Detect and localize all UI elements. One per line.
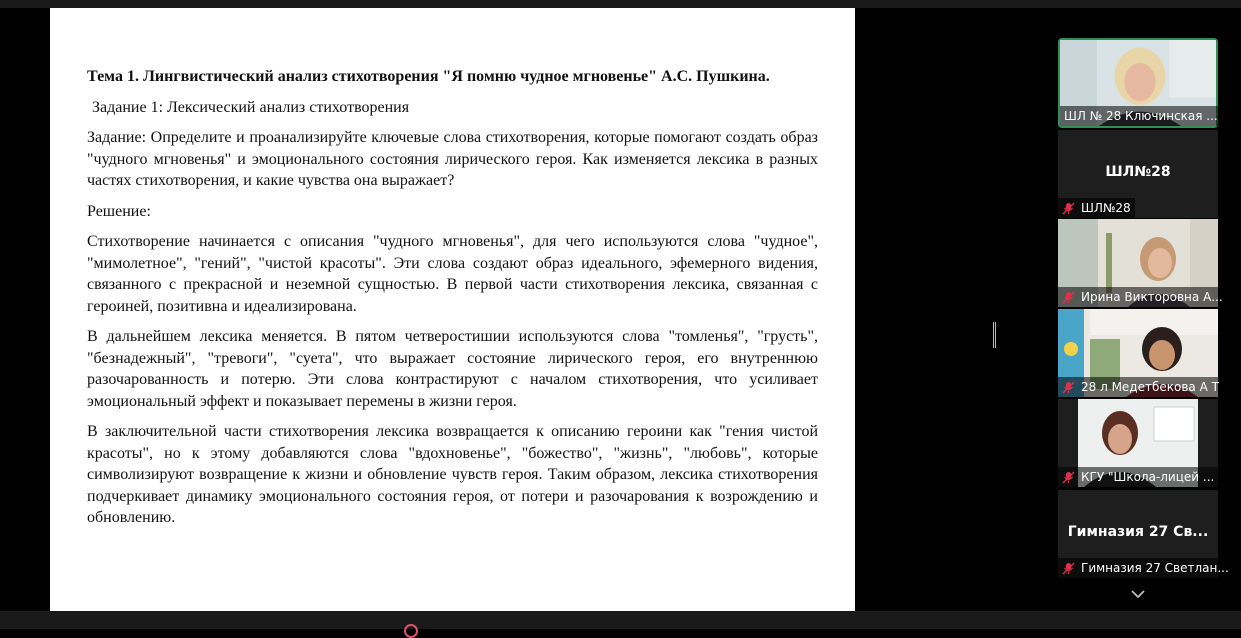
participant-name: 28 л Медетбекова А Т: [1081, 380, 1219, 394]
participant-name-bar: [1060, 106, 1220, 126]
chevron-down-icon[interactable]: [1130, 588, 1146, 600]
participant-name: КГУ "Школа-лицей ...: [1081, 470, 1215, 484]
participant-tile[interactable]: [1058, 309, 1218, 397]
mic-muted-icon: [1062, 562, 1075, 575]
participant-name: ШЛ№28: [1081, 201, 1131, 215]
participant-tile[interactable]: [1058, 38, 1218, 128]
participant-tile[interactable]: [1058, 490, 1229, 578]
participant-name-bar: [1058, 467, 1218, 487]
participant-name-bar: [1058, 198, 1135, 218]
participant-display-name: ШЛ№28: [1105, 164, 1171, 180]
document-paragraph: В заключительной части стихотворения лексика возвращается к описанию героини как "гения чистой красоты", но к этому добавляются слова "вдохновенье", "божество", "жизнь", "любовь", которые символизируют возвращение к жизни и обновление чувств героя. Таким образом, лексика стихотворения подчеркивает динамику эмоционального состояния героя, от потери и разочарования к возрождению и обновлению.: [87, 423, 818, 526]
record-indicator-icon: [404, 624, 418, 638]
participant-tile[interactable]: [1058, 219, 1223, 307]
mic-muted-icon: [1062, 471, 1075, 484]
participants-panel: [1058, 38, 1229, 608]
shared-document: [50, 8, 855, 611]
participant-name: ШЛ № 28 Ключинская ...: [1064, 109, 1218, 123]
mic-muted-icon: [1062, 202, 1075, 215]
participant-name-bar: [1058, 287, 1223, 307]
participant-tile[interactable]: [1058, 130, 1218, 218]
solution-label: Решение:: [87, 202, 151, 220]
bottom-toolbar: [0, 611, 1241, 629]
participant-display-name: Гимназия 27 Св...: [1067, 524, 1209, 540]
participant-name-bar: [1058, 377, 1218, 397]
document-text: [87, 66, 818, 538]
panel-resize-handle[interactable]: [993, 322, 996, 348]
participant-name: Гимназия 27 Светлан...: [1081, 561, 1229, 575]
document-subtitle: Задание 1: Лексический анализ стихотворения: [92, 98, 410, 116]
document-title: Тема 1. Лингвистический анализ стихотворения "Я помню чудное мгновенье" А.С. Пушкина.: [87, 68, 770, 85]
mic-muted-icon: [1062, 291, 1075, 304]
participant-name: Ирина Викторовна А...: [1081, 290, 1223, 304]
document-paragraph: Стихотворение начинается с описания "чудного мгновенья", для чего используются слова "чудное", "мимолетное", "гений", "чистой красоты". Эти слова создают образ идеального, эфемерного видения, связанного с прекрасной и неземной сущностью. В первой части стихотворения лексика, связанная с героиней, позитивна и идеализирована.: [87, 233, 818, 315]
document-paragraph: В дальнейшем лексика меняется. В пятом четверостишии используются слова "томленья", "грусть", "безнадежный", "тревоги", "суета", что выражает состояние лирического героя, его внутреннюю разочарованность и потерю. Эти слова контрастируют с началом стихотворения, что усиливает эмоциональный эффект и показывает перемены в жизни героя.: [87, 328, 818, 410]
participant-name-bar: [1058, 558, 1229, 578]
top-bar: [0, 0, 1241, 8]
document-task: Задание: Определите и проанализируйте ключевые слова стихотворения, которые помогают создать образ "чудного мгновенья" и эмоционального состояния лирического героя. Как изменяется лексика в разных частях стихотворения, и какие чувства она выражает?: [87, 129, 818, 189]
participant-tile[interactable]: [1058, 399, 1218, 487]
mic-muted-icon: [1062, 381, 1075, 394]
